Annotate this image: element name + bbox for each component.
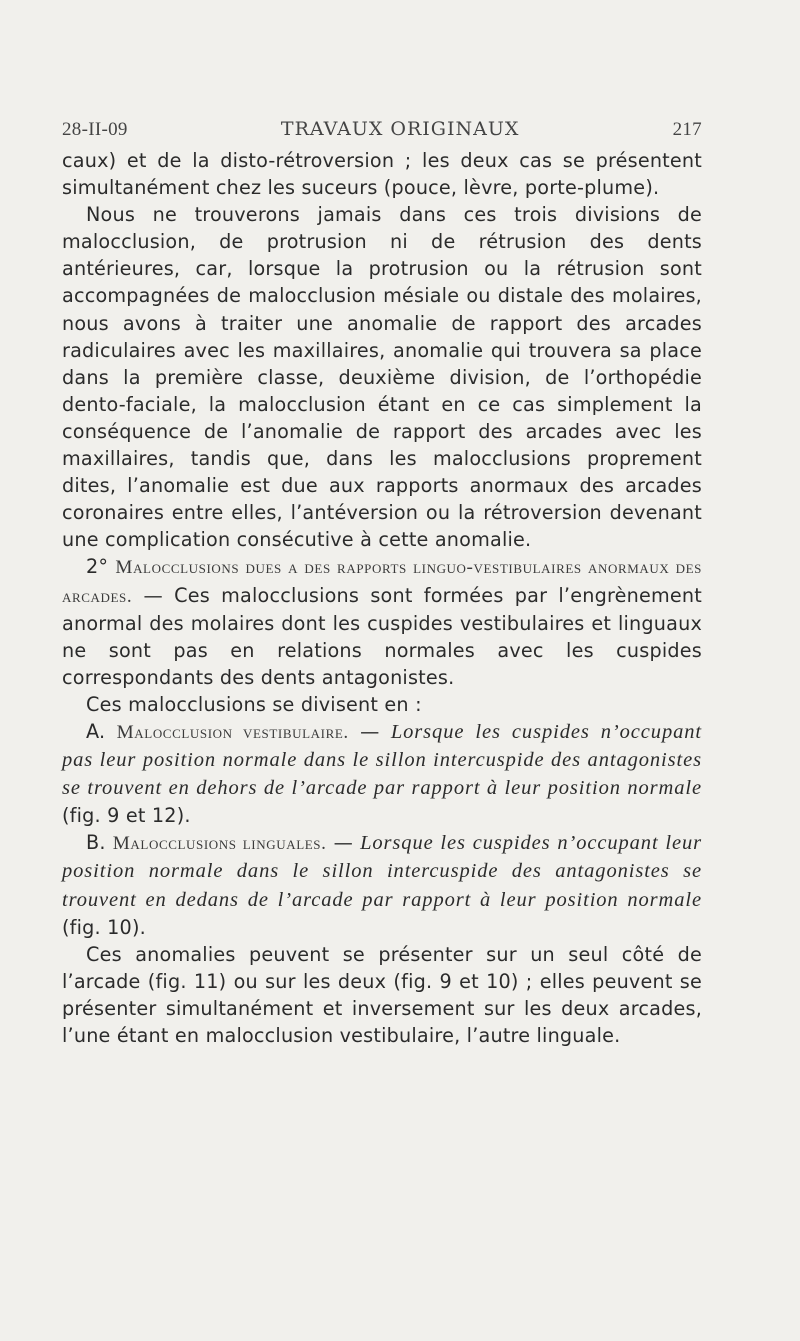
subsection-heading: Malocclusions linguales. [112, 833, 327, 855]
dash: — [326, 831, 361, 855]
subsection-letter: A. [86, 719, 106, 743]
running-head [62, 118, 702, 141]
book-page [62, 118, 702, 1049]
section-heading: Malocclusions dues a des rapports linguo-vestibulaires anormaux des arcades. [62, 557, 703, 607]
definition-italic: Lorsque les cuspides n’occupant pas leur position normale dans le sillon intercuspide des antagonistes se trouvent en dehors de l’arcade par rapport à leur position normale [62, 720, 702, 800]
subsection-heading: Malocclusion vestibulaire. [116, 721, 349, 743]
paragraph: Ces anomalies peuvent se présenter sur un seul côté de l’arcade (fig. 11) ou sur les deux (fig. 9 et 10) ; elles peuvent se présenter simultanément et inversement sur les deux arcades, l’une étant en malocclusion vestibulaire, l’autre linguale. [62, 942, 702, 1047]
paragraph-subsection-b [62, 829, 702, 940]
definition-italic: Lorsque les cuspides n’occupant leur position normale dans le sillon intercuspide des antagonistes se trouvent en dedans de l’arcade par rapport à leur position normale [62, 832, 702, 911]
subsection-letter: B. [86, 831, 106, 855]
section-text: — Ces malocclusions sont formées par l’engrènement anormal des molaires dont les cuspides vestibulaires et linguaux ne sont pas en relations normales avec les cuspides correspondants des dents antagonistes. [62, 583, 702, 689]
figure-reference: (fig. 10). [62, 915, 146, 939]
paragraph-continued: caux) et de la disto-rétroversion ; les deux cas se présentent simultanément chez les suceurs (pouce, lèvre, porte-plume). [62, 149, 702, 200]
paragraph-section-2 [62, 553, 702, 690]
dash: — [348, 719, 391, 743]
header-title: TRAVAUX ORIGINAUX [280, 118, 520, 140]
page-number: 217 [672, 119, 702, 140]
paragraph: Nous ne trouverons jamais dans ces trois divisions de malocclusion, de protrusion ni de rétrusion des dents antérieures, car, lorsque la protrusion ou la rétrusion sont accompagnées de malocclusion mésiale ou distale des molaires, nous avons à traiter une anomalie de rapport des arcades radiculaires avec les maxillaires, anomalie qui trouvera sa place dans la première classe, deuxième division, de l’orthopédie dento-faciale, la malocclusion étant en ce cas simplement la conséquence de l’anomalie de rapport des arcades avec les maxillaires, tandis que, dans les malocclusions proprement dites, l’anomalie est due aux rapports anormaux des arcades coronaires entre elles, l’antéversion ou la rétroversion devenant une complication consécutive à cette anomalie. [62, 203, 702, 552]
paragraph: Ces malocclusions se divisent en : [86, 692, 422, 716]
section-number: 2° [86, 555, 109, 579]
paragraph-subsection-a [62, 718, 702, 829]
figure-reference: (fig. 9 et 12). [62, 804, 191, 828]
body-text [62, 147, 702, 1049]
header-date: 28-II-09 [62, 119, 128, 140]
